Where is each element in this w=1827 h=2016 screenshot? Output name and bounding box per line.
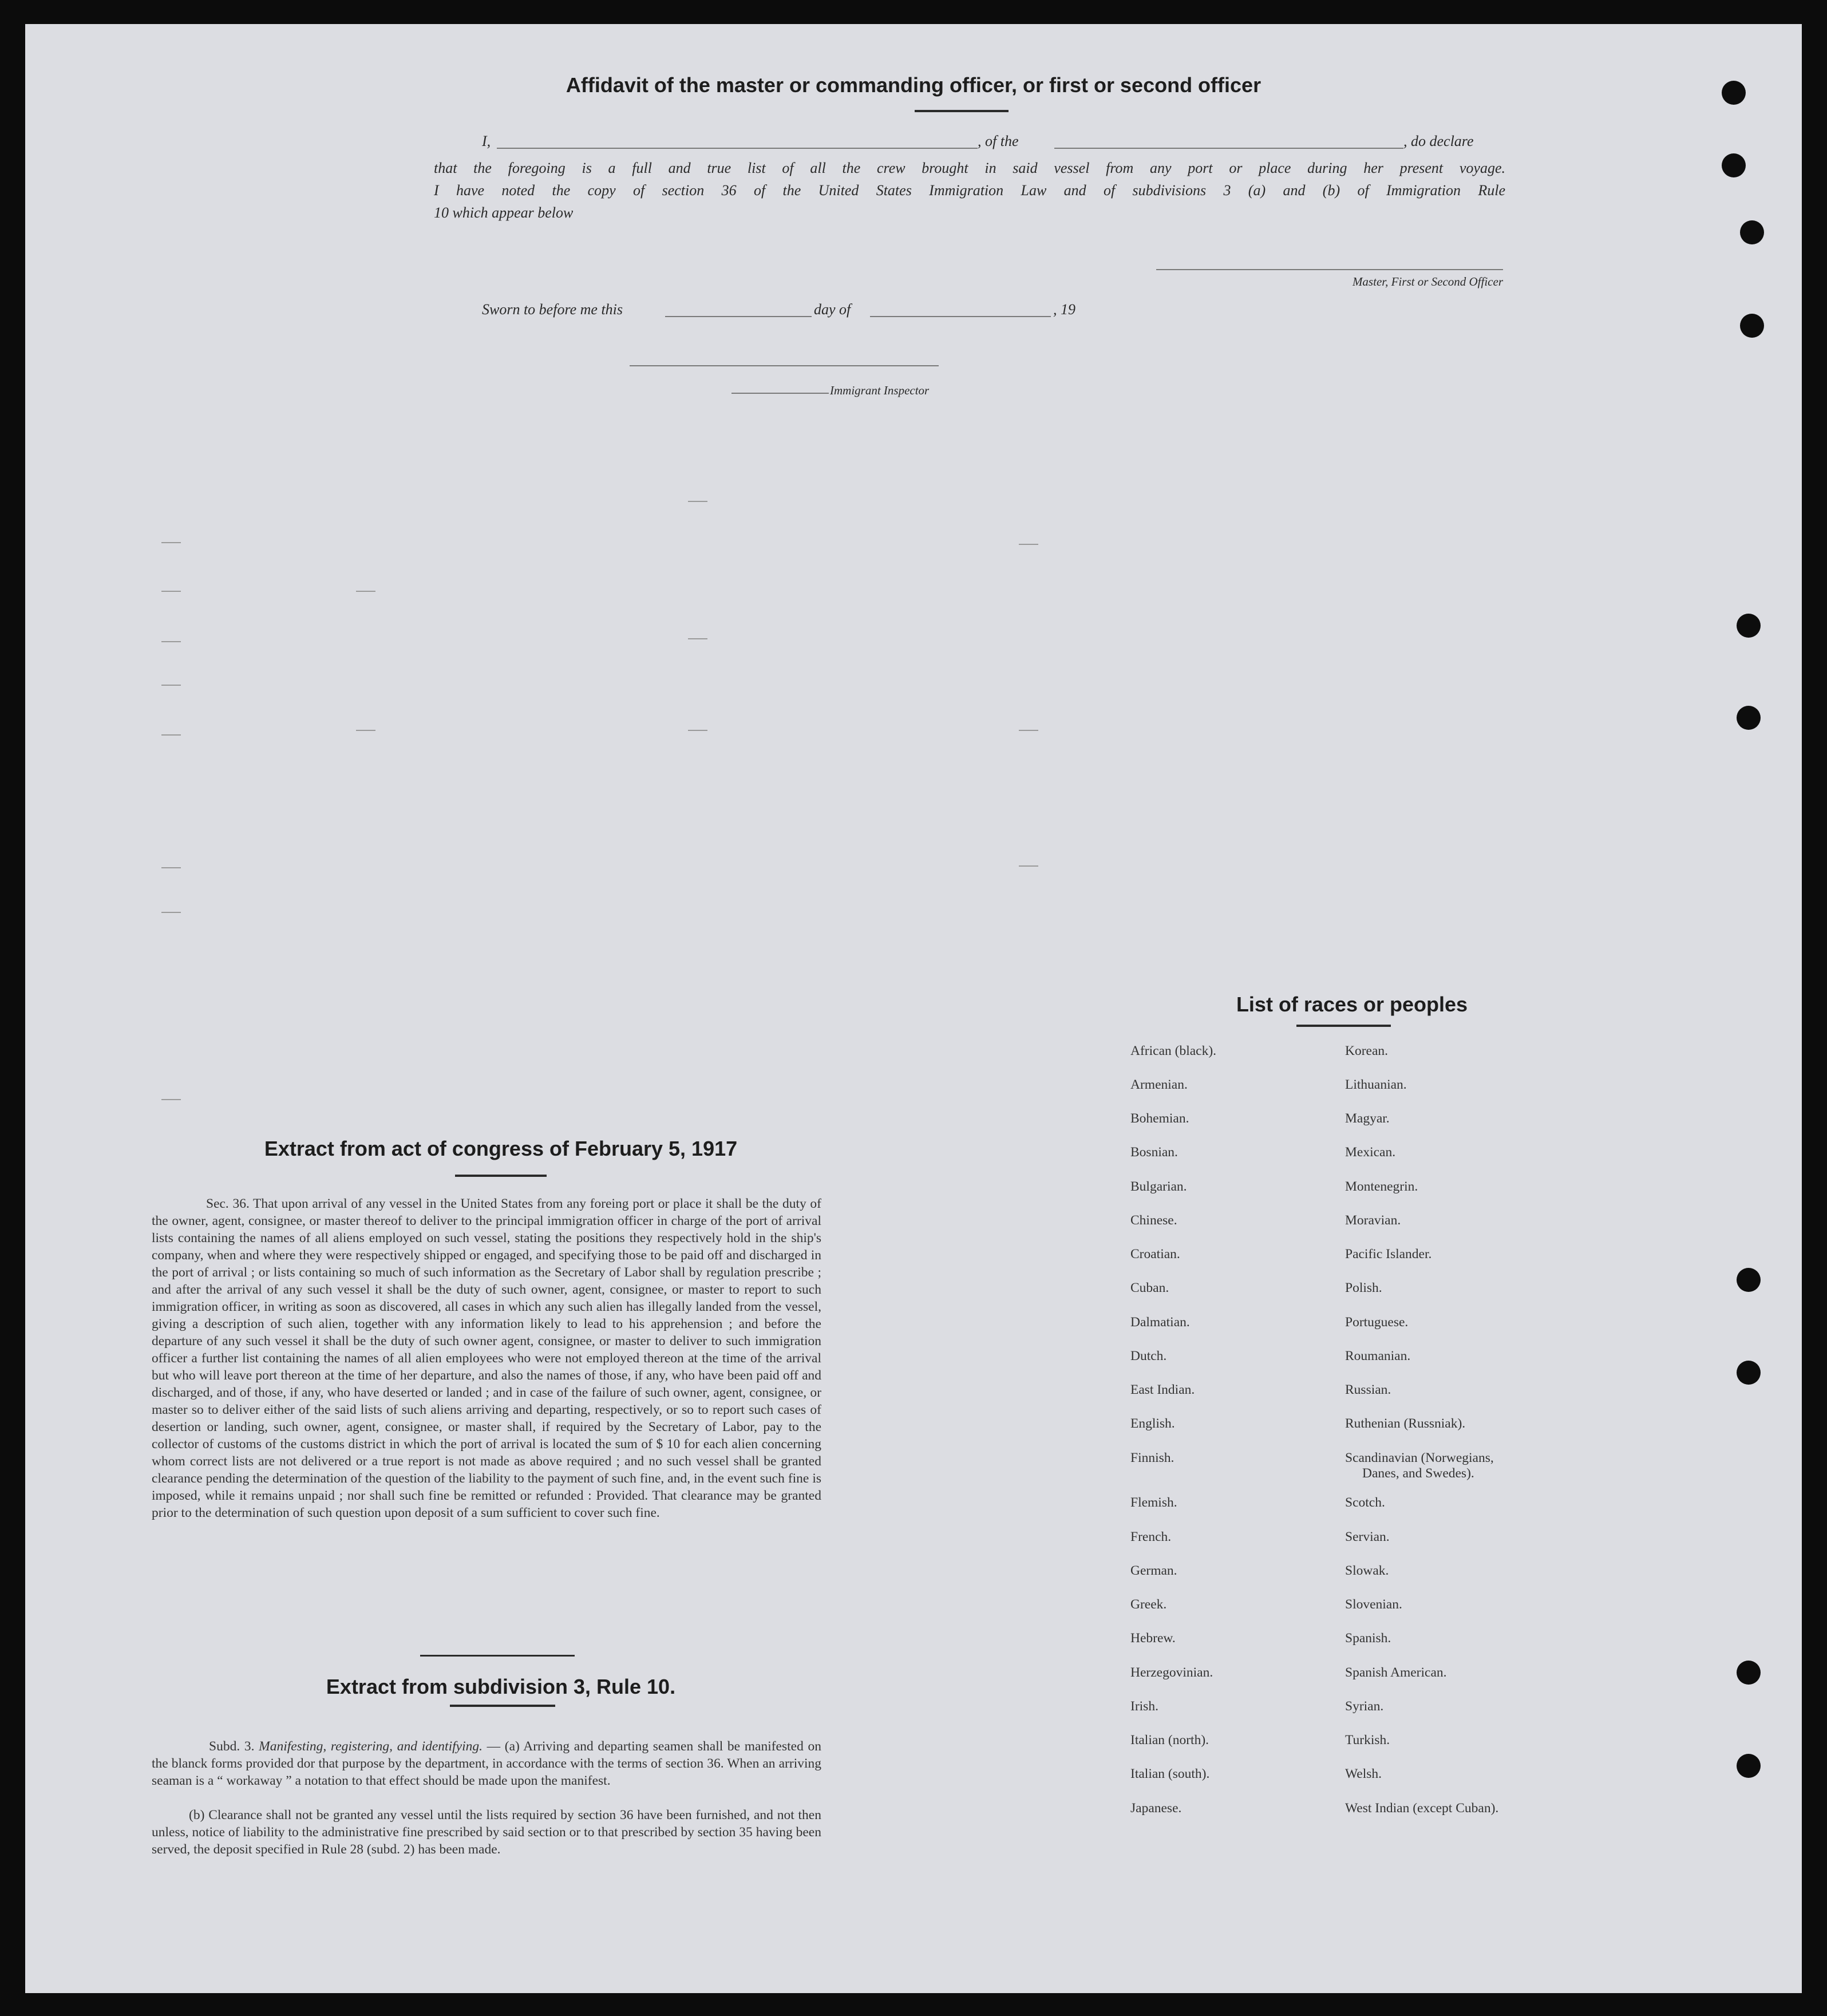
binder-hole <box>1737 1268 1761 1292</box>
row-mark <box>688 638 707 639</box>
row-mark <box>161 912 181 913</box>
act-extract-title: Extract from act of congress of February 5, 1917 <box>264 1137 738 1160</box>
race-item: Cuban. <box>1130 1280 1169 1295</box>
race-item: Roumanian. <box>1345 1349 1411 1363</box>
race-item: Armenian. <box>1130 1077 1188 1092</box>
vessel-blank-line[interactable] <box>1054 148 1403 149</box>
affidavit-line-3: I have noted the copy of section 36 of the United States Immigration Law and of subdivisions 3 (a) and (b) of Immigration Rule <box>434 182 1505 199</box>
race-item: Spanish American. <box>1345 1665 1447 1680</box>
race-item: Japanese. <box>1130 1801 1182 1816</box>
inspector-signature-line[interactable] <box>630 365 939 366</box>
binder-hole <box>1740 220 1764 244</box>
race-item: East Indian. <box>1130 1382 1195 1397</box>
section-divider <box>420 1655 575 1657</box>
affidavit-line-2: that the foregoing is a full and true list of all the crew brought in said vessel from any port or place during her present voyage. <box>434 160 1505 176</box>
subdivision-a-text: Subd. 3. Manifesting, registering, and identifying. — (a) Arriving and departing seamen shall be manifested on the blanck forms provided dor that purpose by the department, in accordance with the terms of section 36. When an arriving seaman is a “ workaway ” a notation to that effect should be made upon the manifest. <box>152 1739 821 1788</box>
row-mark <box>161 685 181 686</box>
year-label: , 19 <box>1053 301 1075 318</box>
race-item: Dalmatian. <box>1130 1315 1190 1330</box>
race-item: Italian (south). <box>1130 1766 1210 1781</box>
race-item: Slowak. <box>1345 1563 1389 1578</box>
row-mark <box>161 542 181 543</box>
binder-hole <box>1737 706 1761 730</box>
race-item: Portuguese. <box>1345 1315 1409 1330</box>
race-item: Bulgarian. <box>1130 1179 1187 1194</box>
race-item: Lithuanian. <box>1345 1077 1407 1092</box>
race-item-continued: Danes, and Swedes). <box>1362 1466 1474 1481</box>
race-item: French. <box>1130 1529 1172 1544</box>
race-item: Ruthenian (Russniak). <box>1345 1416 1466 1431</box>
race-item: Moravian. <box>1345 1213 1401 1228</box>
rule-title-underline <box>450 1705 555 1707</box>
race-item: Hebrew. <box>1130 1631 1176 1646</box>
race-item: Turkish. <box>1345 1733 1390 1748</box>
race-item: Herzegovinian. <box>1130 1665 1213 1680</box>
name-blank-line[interactable] <box>497 148 978 149</box>
section-36-text: Sec. 36. That upon arrival of any vessel in the United States from any foreing port or place it shall be the duty of the owner, agent, consignee, or master thereof to deliver to the principal immigration officer in charge of the port of arrival lists containing the names of all aliens employed on such vessel, stating the positions they respectively hold in the ship's company, when and where they were respectively shipped or engaged, and specifying those to be paid off and discharged in the port of arrival ; or lists containing so much of such information as the Secretary of Labor shall by regulation prescribe ; and after the arrival of any such vessel it shall be the duty of such owner, agent, consignee, or master to report to such immigration officer, in writing as soon as discovered, all cases in which any such alien has illegally landed from the vessel, giving a description of such alien, together with any information likely to lead to his apprehension ; and before the departure of any such vessel it shall be the duty of such owner agent, consignee, or master to deliver to such immigration officer a further list containing the names of all alien employees who were not employed thereon at the time of the arrival but who will leave port thereon at the time of her departure, and also the names of those, if any, who have been paid off and discharged, and of those, if any, who have deserted or landed ; and in case of the failure of such owner, agent, consignee, or master so to deliver either of the said lists of such aliens arriving and departing, respectively, or so to report such cases of desertion or landing, such owner, agent, consignee, or master shall, if required by the Secretary of Labor, pay to the collector of customs of the customs district in which the port of arrival is located the sum of $ 10 for each alien concerning whom correct lists are not delivered or a true report is not made as above required ; and no such vessel shall be granted clearance pending the determination of the question of the liability to the payment of such fine, and, in the event such fine is imposed, while it remains unpaid ; nor shall such fine be remitted or refunded : Provided. That clearance may be granted prior to the determination of such question upon deposit of a sum sufficient to cover such fine. <box>152 1196 821 1520</box>
row-mark <box>161 734 181 736</box>
row-mark <box>1019 544 1038 545</box>
race-item: Dutch. <box>1130 1349 1167 1363</box>
race-item: Scotch. <box>1345 1495 1385 1510</box>
inspector-label-rule <box>731 393 829 394</box>
race-item: Korean. <box>1345 1043 1389 1058</box>
race-item: German. <box>1130 1563 1177 1578</box>
race-item: Syrian. <box>1345 1699 1384 1714</box>
race-item: Chinese. <box>1130 1213 1177 1228</box>
row-mark <box>161 1099 181 1100</box>
rule-extract-title: Extract from subdivision 3, Rule 10. <box>326 1675 676 1698</box>
subdivision-b-text: (b) Clearance shall not be granted any vessel until the lists required by section 36 have been furnished, and not then unless, notice of liability to the administrative fine prescribed by said section or to that prescribed by section 35 having been served, the deposit specified in Rule 28 (subd. 2) has been made. <box>152 1808 821 1857</box>
race-item: Montenegrin. <box>1345 1179 1418 1194</box>
row-mark <box>161 591 181 592</box>
row-mark <box>688 501 707 502</box>
row-mark <box>356 591 375 592</box>
do-declare-label: , do declare <box>1403 133 1474 149</box>
of-the-label: , of the <box>978 133 1019 149</box>
race-item: English. <box>1130 1416 1175 1431</box>
binder-hole <box>1737 1754 1761 1778</box>
act-title-underline <box>455 1175 547 1177</box>
signature-line[interactable] <box>1156 269 1503 270</box>
row-mark <box>1019 865 1038 867</box>
inspector-label: Immigrant Inspector <box>830 384 930 397</box>
race-item: Flemish. <box>1130 1495 1177 1510</box>
binder-hole <box>1737 1361 1761 1385</box>
affidavit-line-4: 10 which appear below <box>434 204 574 221</box>
race-item: Scandinavian (Norwegians, <box>1345 1450 1494 1465</box>
races-title-underline <box>1296 1025 1391 1027</box>
races-title: List of races or peoples <box>1236 993 1468 1016</box>
race-item: Greek. <box>1130 1597 1167 1612</box>
sworn-label: Sworn to before me this <box>482 301 623 318</box>
race-item: Mexican. <box>1345 1145 1396 1160</box>
binder-hole <box>1737 614 1761 638</box>
race-item: Italian (north). <box>1130 1733 1209 1748</box>
race-item: Servian. <box>1345 1529 1390 1544</box>
row-mark <box>1019 730 1038 731</box>
title-underline <box>915 110 1009 112</box>
affidavit-i-label: I, <box>482 133 491 149</box>
race-item: Welsh. <box>1345 1766 1382 1781</box>
race-item: Pacific Islander. <box>1345 1247 1432 1262</box>
race-item: Finnish. <box>1130 1450 1174 1465</box>
row-mark <box>688 730 707 731</box>
binder-hole <box>1722 153 1746 177</box>
race-item: Croatian. <box>1130 1247 1180 1262</box>
affidavit-title: Affidavit of the master or commanding officer, or first or second officer <box>566 73 1261 97</box>
race-item: Slovenian. <box>1345 1597 1402 1612</box>
binder-hole <box>1737 1661 1761 1685</box>
race-item: Bosnian. <box>1130 1145 1178 1160</box>
binder-hole <box>1740 314 1764 338</box>
row-mark <box>161 867 181 868</box>
race-item: Russian. <box>1345 1382 1391 1397</box>
signature-label: Master, First or Second Officer <box>1352 275 1503 288</box>
race-item: West Indian (except Cuban). <box>1345 1801 1499 1816</box>
race-item: Irish. <box>1130 1699 1158 1714</box>
sworn-month-line[interactable] <box>870 316 1051 317</box>
race-item: Magyar. <box>1345 1111 1390 1126</box>
row-mark <box>161 641 181 642</box>
race-item: Polish. <box>1345 1280 1382 1295</box>
day-of-label: day of <box>814 301 851 318</box>
race-item: African (black). <box>1130 1043 1217 1058</box>
race-item: Spanish. <box>1345 1631 1391 1646</box>
race-item: Bohemian. <box>1130 1111 1189 1126</box>
sworn-day-line[interactable] <box>665 316 812 317</box>
row-mark <box>356 730 375 731</box>
